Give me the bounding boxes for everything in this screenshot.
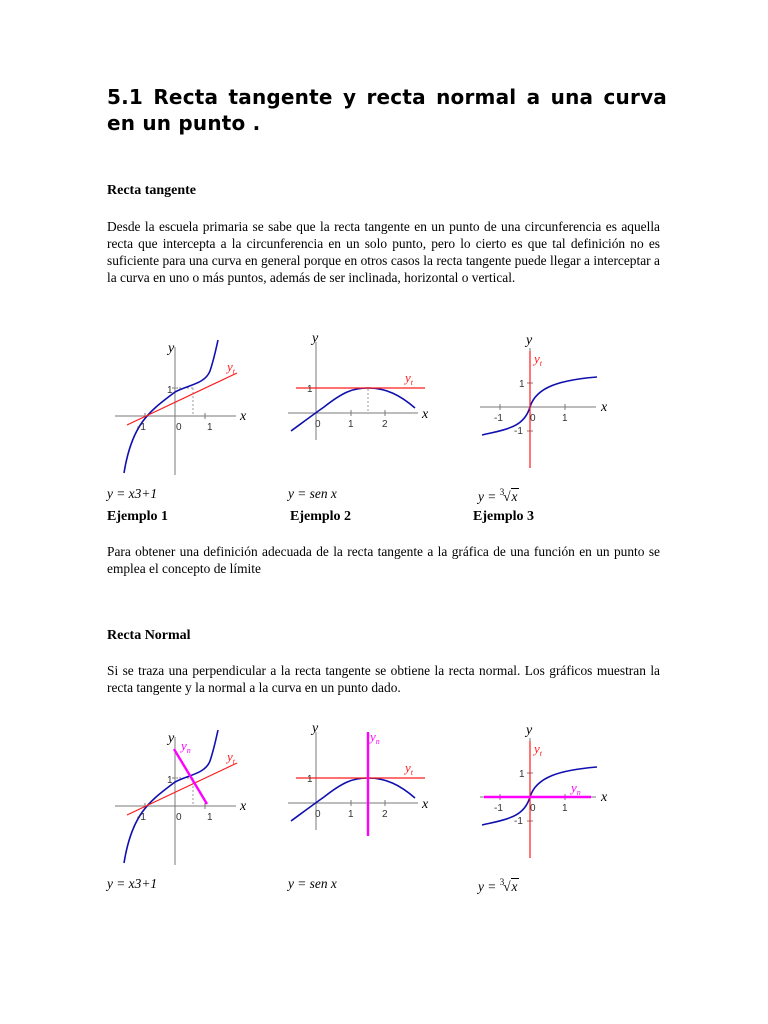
x-axis-label: x (240, 799, 247, 814)
heading-recta-normal: Recta Normal (107, 628, 191, 643)
tangent-line-label: $y_t$ (405, 760, 414, 777)
graph-ejemplo-1-tangent (110, 335, 250, 480)
x-tick-label: 0 (315, 809, 321, 820)
tangent-line-label: $y_t$ (534, 741, 543, 758)
y-axis-label: y (312, 721, 319, 736)
label-ejemplo-3: Ejemplo 3 (473, 509, 535, 524)
x-tick-label: 1 (207, 812, 213, 823)
x-tick-label: 0 (530, 803, 536, 814)
normal-line-label: $y_n$ (181, 738, 191, 755)
graph-ejemplo-3-normal (478, 720, 623, 860)
paragraph-tangente-intro: Desde la escuela primaria se sabe que la recta tangente en un punto de una circunferencia es aquella recta que intercepta a la circunferencia en un solo punto, pero lo cierto es que tal definición no es suficiente para una curva en general porque en otros casos la recta tangente puede llegar a interceptar a la curva en uno o más puntos, además de ser inclinada, horizontal o vertical. (107, 219, 660, 285)
label-ejemplo-1: Ejemplo 1 (107, 509, 169, 524)
tangent-line-label: $y_t$ (534, 351, 543, 368)
graph-ejemplo-3-tangent (478, 330, 623, 470)
heading-recta-tangente: Recta tangente (107, 183, 197, 198)
tangent-line-label: $y_t$ (227, 359, 236, 376)
x-tick-label: 1 (562, 803, 568, 814)
graph-ejemplo-1-normal (110, 725, 255, 870)
x-tick-label: 1 (348, 419, 354, 430)
y-tick-label: -1 (514, 816, 523, 827)
y-tick-label: 1 (307, 774, 313, 785)
y-axis-label: y (168, 341, 175, 356)
x-tick-label: 0 (176, 812, 182, 823)
x-tick-label: 1 (348, 809, 354, 820)
y-tick-label: 1 (307, 384, 313, 395)
equation-ejemplo-1-normal: y = x3+1 (107, 876, 158, 891)
x-tick-label: 0 (315, 419, 321, 430)
y-axis-label: y (526, 333, 533, 348)
normal-line-label: $y_n$ (571, 780, 581, 797)
page-title: 5.1 Recta tangente y recta normal a una curva en un punto . (107, 85, 667, 135)
y-tick-label: 1 (167, 385, 173, 396)
x-axis-label: x (601, 400, 608, 415)
equation-ejemplo-2: y = sen x (288, 486, 337, 501)
x-tick-label: -1 (494, 803, 503, 814)
y-axis-label: y (168, 731, 175, 746)
y-axis-label: y (526, 723, 533, 738)
x-tick-label: 0 (176, 422, 182, 433)
x-tick-label: -1 (494, 413, 503, 424)
equation-ejemplo-1: y = x3+1 (107, 486, 158, 501)
x-tick-label: -1 (137, 812, 146, 823)
paragraph-normal: Si se traza una perpendicular a la recta tangente se obtiene la recta normal. Los gráficos muestran la recta tangente y la normal a la curva en un punto dado. (107, 663, 660, 695)
normal-line-label: $y_n$ (370, 729, 380, 746)
x-tick-label: 2 (382, 809, 388, 820)
x-axis-label: x (422, 797, 429, 812)
graph-ejemplo-2-normal (288, 720, 443, 840)
label-ejemplo-2: Ejemplo 2 (290, 509, 352, 524)
x-tick-label: -1 (137, 422, 146, 433)
x-axis-label: x (601, 790, 608, 805)
paragraph-tangente-limite: Para obtener una definición adecuada de la recta tangente a la gráfica de una función en un punto se emplea el concepto de límite (107, 544, 660, 576)
tangent-line-label: $y_t$ (227, 749, 236, 766)
y-tick-label: 1 (519, 769, 525, 780)
y-tick-label: -1 (514, 426, 523, 437)
y-tick-label: 1 (519, 379, 525, 390)
equation-ejemplo-2-normal: y = sen x (288, 876, 337, 891)
equation-ejemplo-3: y = $^3$√x (478, 487, 518, 504)
x-axis-label: x (240, 409, 247, 424)
x-tick-label: 1 (562, 413, 568, 424)
y-axis-label: y (312, 331, 319, 346)
x-tick-label: 2 (382, 419, 388, 430)
x-tick-label: 1 (207, 422, 213, 433)
y-tick-label: 1 (167, 775, 173, 786)
equation-ejemplo-3-normal: y = $^3$√x (478, 877, 518, 894)
x-tick-label: 0 (530, 413, 536, 424)
graph-ejemplo-2-tangent (288, 330, 443, 450)
tangent-line-label: $y_t$ (405, 370, 414, 387)
x-axis-label: x (422, 407, 429, 422)
